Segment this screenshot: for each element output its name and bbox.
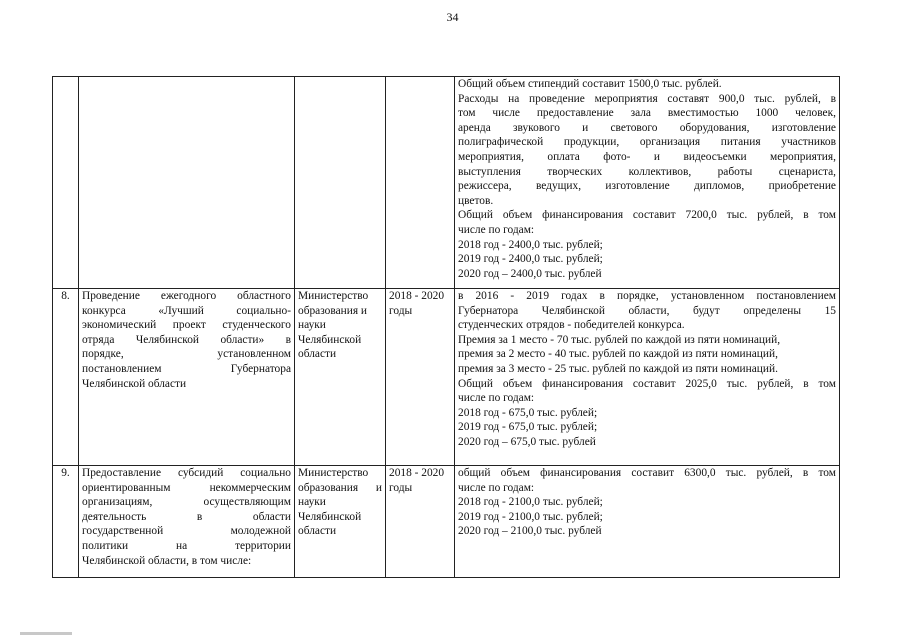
period-cell xyxy=(386,77,455,289)
page-number: 34 xyxy=(446,10,459,24)
program-measures-table xyxy=(52,76,840,578)
row-number: 9. xyxy=(53,466,79,578)
text-line: 2018 год - 2100,0 тыс. рублей; xyxy=(458,496,603,509)
text-line: общий объем финансирования составит 6300,0 тыс. рублей, в том xyxy=(458,467,836,479)
text-line: выступления творческих коллективов, работы сценариста, xyxy=(458,165,836,178)
text-line: порядке, установленном xyxy=(82,348,291,361)
text-line: 2020 год – 675,0 тыс. рублей xyxy=(458,435,596,448)
text-line: политики на территории xyxy=(82,539,291,552)
text-line: Общий объем стипендий составит 1500,0 тыс. рублей. xyxy=(458,78,722,90)
activity-cell xyxy=(79,289,295,466)
table-row xyxy=(53,289,840,466)
description-cell xyxy=(455,77,840,289)
text-line: аренда звукового и светового оборудования, изготовление xyxy=(458,121,836,134)
text-line: цветов. xyxy=(458,194,494,207)
period-cell: 2018 - 2020 годы xyxy=(386,289,455,466)
text-line: Общий объем финансирования составит 7200,0 тыс. рублей, в том xyxy=(458,209,836,222)
activity-cell xyxy=(79,77,295,289)
text-line: премия за 2 место - 40 тыс. рублей по каждой из пяти номинаций, xyxy=(458,348,778,361)
text-line: Министерство xyxy=(298,467,369,479)
description-cell xyxy=(455,466,840,578)
text-line: деятельность в области xyxy=(82,510,291,523)
text-line: режиссера, ведущих, изготовление дипломов, приобретение xyxy=(458,180,836,193)
executor-cell xyxy=(295,466,386,578)
text-line: Челябинской области, в том числе: xyxy=(82,554,252,567)
description-cell xyxy=(455,289,840,466)
text-line: Расходы на проведение мероприятия составят 900,0 тыс. рублей, в xyxy=(458,92,836,105)
text-line: организациям, осуществляющим xyxy=(82,496,291,509)
text-line: науки xyxy=(298,319,326,332)
text-line: 2019 год - 2400,0 тыс. рублей; xyxy=(458,253,603,266)
text-line: Общий объем финансирования составит 2025,0 тыс. рублей, в том xyxy=(458,377,836,390)
text-line: премия за 3 место - 25 тыс. рублей по каждой из пяти номинаций. xyxy=(458,362,778,375)
text-line: Челябинской области xyxy=(82,377,187,390)
text-line: ориентированным некоммерческим xyxy=(82,481,291,494)
text-line: мероприятия, оплата фото- и видеосъемки мероприятия, xyxy=(458,150,836,163)
text-line: Министерство xyxy=(298,290,369,302)
text-line: образования и xyxy=(298,481,382,494)
row-number: 8. xyxy=(53,289,79,466)
text-line: Губернатора Челябинской области, будут определены 15 xyxy=(458,304,836,317)
text-line: 2020 год – 2100,0 тыс. рублей xyxy=(458,525,602,538)
text-line: Проведение ежегодного областного xyxy=(82,290,291,302)
text-line: образования и xyxy=(298,304,368,317)
text-line: том числе предоставление зала вместимостью 1000 человек, xyxy=(458,107,836,120)
table-row xyxy=(53,77,840,289)
text-line: Челябинской xyxy=(298,333,362,346)
text-line: 2020 год – 2400,0 тыс. рублей xyxy=(458,267,602,280)
text-line: постановлением Губернатора xyxy=(82,362,291,375)
period-cell: 2018 - 2020 годы xyxy=(386,466,455,578)
text-line: студенческих отрядов - победителей конкурса. xyxy=(458,319,685,332)
text-line: полиграфической продукции, организация питания участников xyxy=(458,136,836,149)
text-line: области xyxy=(298,525,337,538)
executor-cell xyxy=(295,289,386,466)
row-number xyxy=(53,77,79,289)
text-line: отряда Челябинской области» в xyxy=(82,333,291,346)
text-line: Челябинской xyxy=(298,510,362,523)
table-row xyxy=(53,466,840,578)
text-line: государственной молодежной xyxy=(82,525,291,538)
text-line: Премия за 1 место - 70 тыс. рублей по каждой из пяти номинаций, xyxy=(458,333,781,346)
text-line: конкурса «Лучший социально- xyxy=(82,304,291,317)
text-line: числе по годам: xyxy=(458,392,535,405)
executor-cell xyxy=(295,77,386,289)
text-line: 2019 год - 675,0 тыс. рублей; xyxy=(458,421,598,434)
text-line: области xyxy=(298,348,337,361)
text-line: 2018 год - 675,0 тыс. рублей; xyxy=(458,406,598,419)
activity-cell xyxy=(79,466,295,578)
text-line: экономический проект студенческого xyxy=(82,319,291,332)
text-line: числе по годам: xyxy=(458,223,535,236)
text-line: в 2016 - 2019 годах в порядке, установленном постановлением xyxy=(458,290,836,302)
text-line: Предоставление субсидий социально xyxy=(82,467,291,479)
text-line: науки xyxy=(298,496,326,509)
text-line: 2018 год - 2400,0 тыс. рублей; xyxy=(458,238,603,251)
text-line: 2019 год - 2100,0 тыс. рублей; xyxy=(458,510,603,523)
scan-edge-mark xyxy=(20,632,72,635)
text-line: числе по годам: xyxy=(458,481,535,494)
